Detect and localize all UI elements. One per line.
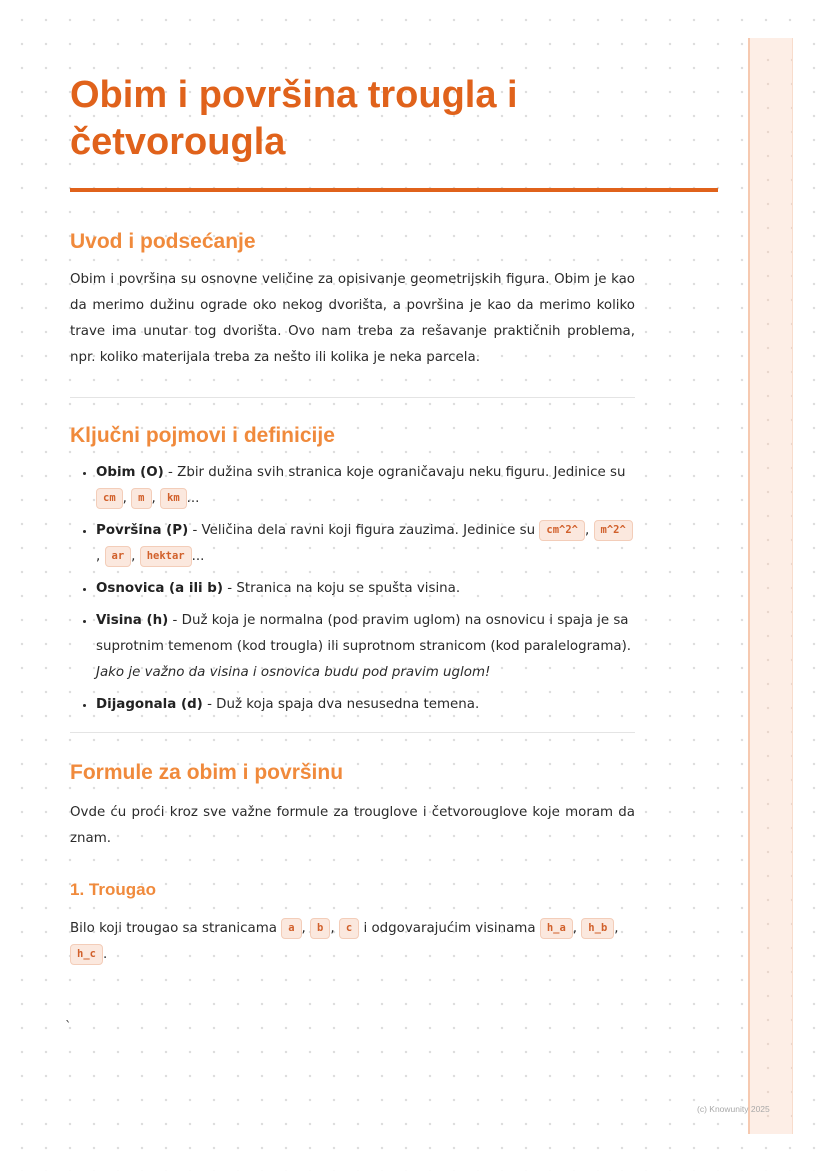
term-label: Obim (O) <box>96 465 164 480</box>
section-heading-concepts: Ključni pojmovi i definicije <box>70 424 335 447</box>
ellipsis: ... <box>186 491 200 506</box>
unit-code: ar <box>105 546 132 567</box>
side-code: a <box>281 918 301 939</box>
margin-strip <box>748 38 793 1134</box>
side-code: b <box>310 918 330 939</box>
list-item-height <box>96 608 635 686</box>
section-divider <box>70 397 635 398</box>
side-code: c <box>339 918 359 939</box>
triangle-paragraph: Bilo koji trougao sa stranicama a , b , c i odgovarajućim visinama h_a , h_b , h_c . <box>70 916 635 968</box>
term-label: Površina (P) <box>96 523 189 538</box>
list-item-base <box>96 576 635 602</box>
stray-mark: ` <box>65 1020 72 1035</box>
unit-code: cm^2^ <box>539 520 585 541</box>
unit-code: m <box>131 488 151 509</box>
list-item-diagonal <box>96 692 635 718</box>
height-code: h_b <box>581 918 614 939</box>
intro-paragraph: Obim i površina su osnovne veličine za opisivanje geometrijskih figura. Obim je kao da merimo dužinu ograde oko nekog dvorišta, a površina je kao da merimo koliko trave ima unutar tog dvorišta. Ovo nam treba za rešavanje praktičnih problema, npr. koliko materijala treba za nešto ili kolika je neka parcela. <box>70 272 635 365</box>
definition-text: - Stranica na koju se spušta visina. <box>223 581 461 596</box>
concepts-list <box>70 460 635 718</box>
definition-note: Jako je važno da visina i osnovica budu pod pravim uglom! <box>96 665 491 680</box>
triangle-text: . <box>102 947 108 962</box>
term-label: Dijagonala (d) <box>96 697 203 712</box>
list-item-area: • Površina (P) - Veličina dela ravni koji figura zauzima. Jedinice su cm^2^ , m^2^, ar , hektar ... <box>96 518 635 570</box>
triangle-text: Bilo koji trougao sa stranicama <box>70 921 282 936</box>
definition-text: - Zbir dužina svih stranica koje ograničavaju neku figuru. Jedinice su <box>163 465 626 480</box>
height-code: h_a <box>540 918 573 939</box>
term-label: Visina (h) <box>96 613 169 628</box>
section-heading-intro: Uvod i podsećanje <box>70 230 256 253</box>
title-underline <box>70 188 718 192</box>
triangle-text: i odgovarajućim visinama <box>359 921 540 936</box>
list-item-perimeter: • Obim (O) - Zbir dužina svih stranica koje ograničavaju neku figuru. Jedinice su cm , m , km ... <box>96 460 635 512</box>
unit-code: m^2^ <box>594 520 633 541</box>
definition-text: - Duž koja spaja dva nesusedna temena. <box>202 697 480 712</box>
ellipsis: ... <box>191 549 205 564</box>
section-divider <box>70 732 635 733</box>
unit-code: cm <box>96 488 123 509</box>
formulas-intro-paragraph: Ovde ću proći kroz sve važne formule za trouglove i četvorouglove koje moram da znam. <box>70 805 635 846</box>
footer-copyright: (c) Knowunity 2025 <box>697 1104 770 1114</box>
definition-text: - Veličina dela ravni koji figura zauzima. Jedinice su <box>188 523 540 538</box>
unit-code: hektar <box>140 546 192 567</box>
height-code: h_c <box>70 944 103 965</box>
document-body <box>70 72 635 968</box>
subsection-heading-triangle: 1. Trougao <box>70 880 156 899</box>
term-label: Osnovica (a ili b) <box>96 581 223 596</box>
section-heading-formulas: Formule za obim i površinu <box>70 761 344 784</box>
definition-text: - Duž koja je normalna (pod pravim uglom) na osnovicu i spaja je sa suprotnim temenom (kod trougla) ili suprotnom stranicom (kod paralelograma). <box>96 613 632 654</box>
unit-code: km <box>160 488 187 509</box>
page-title: Obim i površina trougla i četvorougla <box>70 74 518 163</box>
